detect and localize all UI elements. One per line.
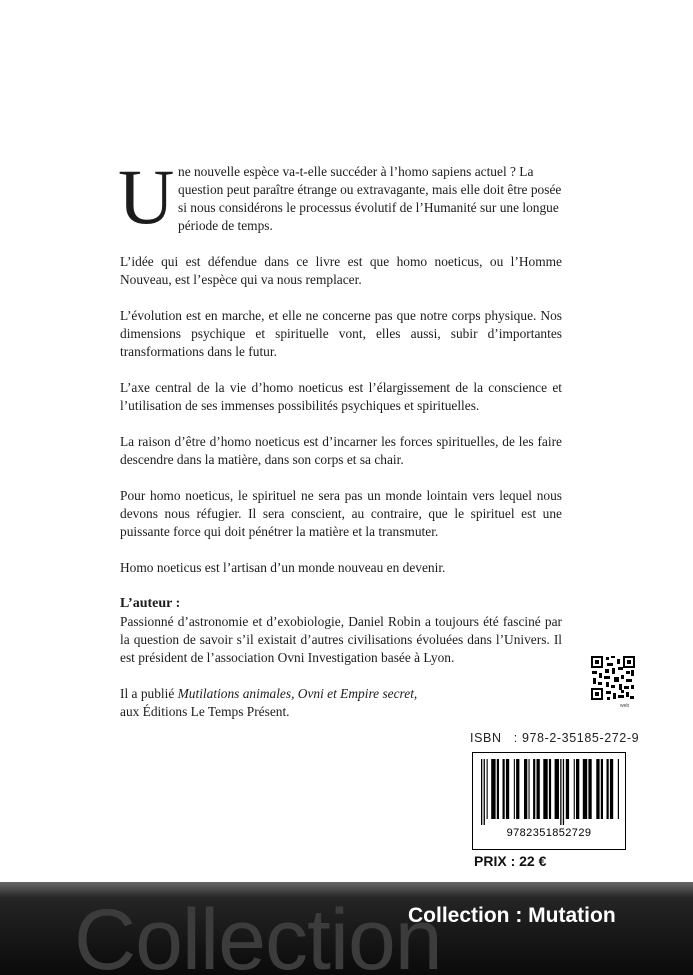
barcode (472, 752, 626, 850)
barcode-bar (529, 759, 530, 819)
barcode-bar (588, 759, 591, 819)
drop-cap: U (118, 153, 175, 240)
barcode-bar (563, 759, 564, 825)
barcode-bar (610, 759, 613, 819)
collection-watermark: Collection (74, 892, 442, 975)
barcode-bar (537, 759, 540, 819)
barcode-bar (583, 759, 587, 819)
barcode-bar (516, 759, 519, 819)
author-bio: Passionné d’astronomie et d’exobiologie, Daniel Robin a toujours été fasciné par la question de savoir s’il existait d’autres civilisations évoluées dans l’Univers. Il est président de l’association Ovni Investigation basée à Lyon. (120, 614, 562, 665)
barcode-bars (479, 759, 619, 825)
paragraph-3: L’axe central de la vie d’homo noeticus est l’élargissement de la conscience et l’utilisation de ses immenses possibilités psychiques et spirituelles. (120, 380, 562, 413)
barcode-bar (576, 759, 579, 819)
price: PRIX : 22 € (474, 853, 547, 869)
barcode-bar (555, 759, 559, 819)
isbn-label: ISBN (470, 731, 502, 745)
barcode-bar (618, 759, 619, 819)
barcode-bar (484, 759, 485, 825)
qr-caption: web (620, 703, 630, 709)
back-cover-text (118, 153, 562, 739)
paragraph-6: Homo noeticus est l’artisan d’un monde nouveau en devenir. (120, 560, 446, 575)
barcode-bar (506, 759, 509, 819)
intro-paragraph (118, 153, 562, 240)
isbn-line (470, 731, 650, 745)
isbn-value: 978-2-35185-272-9 (521, 731, 640, 745)
barcode-bar (524, 759, 527, 819)
collection-title: Collection : Mutation (408, 904, 616, 927)
isbn-separator: : (513, 731, 518, 745)
intro-text: ne nouvelle espèce va-t-elle succéder à l’homo sapiens actuel ? La question peut paraître étrange ou extravagante, mais elle doit être posée si nous considérons le processus évolutif de l’Humanité sur une longue période de temps. (178, 164, 562, 233)
barcode-bar (549, 759, 551, 819)
barcode-bar (560, 759, 561, 825)
barcode-bar (607, 759, 609, 819)
barcode-number: 9782351852729 (506, 827, 592, 839)
paragraph-2: L’évolution est en marche, et elle ne concerne pas que notre corps physique. Nos dimensions psychique et spirituelle vont, elles aussi, subir d’importantes transformations dans le futur. (120, 308, 562, 359)
barcode-bar (533, 759, 535, 819)
publications-publisher: aux Éditions Le Temps Présent. (120, 704, 290, 719)
publications-prefix: Il a publié (120, 686, 178, 701)
barcode-bar (601, 759, 603, 819)
barcode-bar (514, 759, 515, 819)
barcode-bar (543, 759, 547, 819)
footer-band (0, 882, 693, 975)
paragraph-5: Pour homo noeticus, le spirituel ne sera pas un monde lointain vers lequel nous devons nous réfugier. Il sera conscient, au contraire, que le spirituel est une puissante force qui doit pénétrer la matière et la transmuter. (120, 488, 562, 539)
barcode-bar (596, 759, 599, 819)
author-publications (120, 685, 562, 721)
publications-titles: Mutilations animales, Ovni et Empire secret (177, 686, 414, 701)
barcode-bar (491, 759, 495, 819)
barcode-bar (481, 759, 482, 825)
qr-code-icon[interactable] (590, 655, 636, 701)
paragraph-4: La raison d’être d’homo noeticus est d’incarner les forces spirituelles, de les faire descendre dans la matière, dans son corps et sa chair. (120, 434, 562, 467)
barcode-bar (487, 759, 488, 819)
publications-suffix: , (413, 686, 418, 701)
barcode-bar (497, 759, 499, 819)
author-section (120, 595, 562, 721)
barcode-bar (574, 759, 575, 819)
author-heading: L’auteur : (120, 596, 181, 611)
barcode-bar (503, 759, 505, 819)
barcode-bar (566, 759, 569, 819)
paragraph-1: L’idée qui est défendue dans ce livre est que homo noeticus, ou l’Homme Nouveau, est l’espèce qui va nous remplacer. (120, 254, 562, 287)
